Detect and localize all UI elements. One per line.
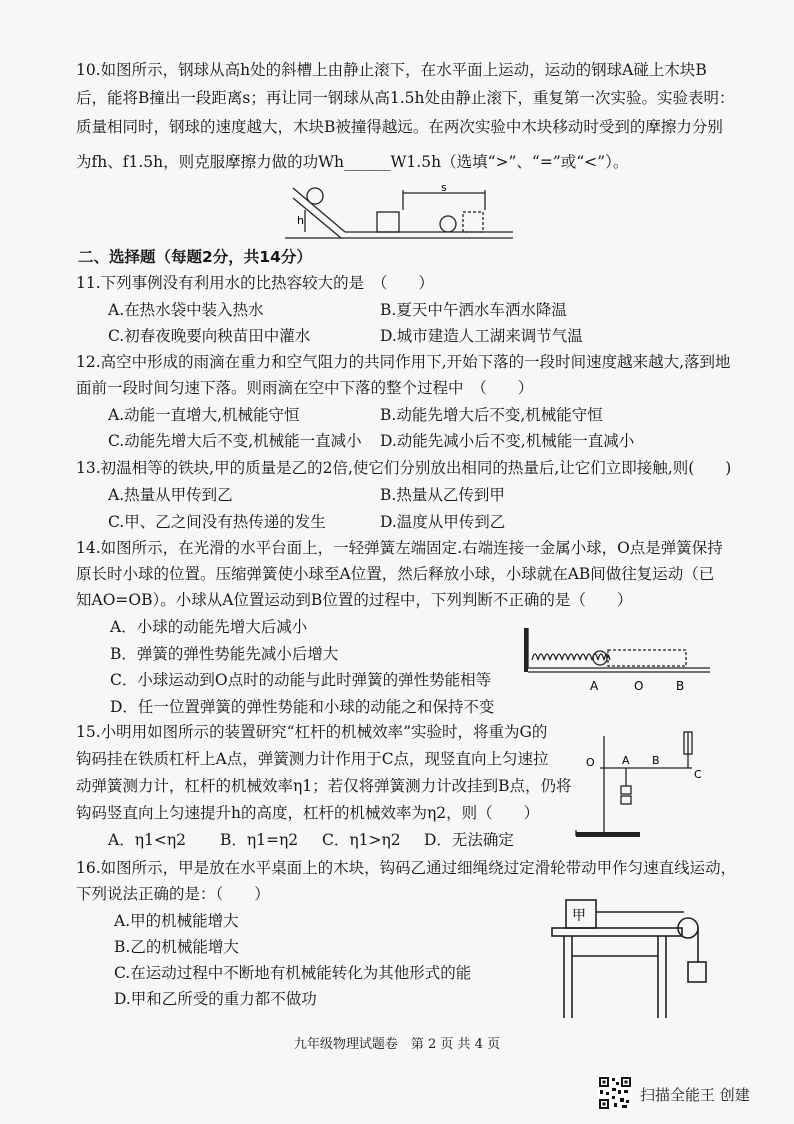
q13-stem: 13.初温相等的铁块,甲的质量是乙的2倍,使它们分别放出相同的热量后,让它们立即接触,则( ) xyxy=(76,459,732,477)
q10-line-4: 为fh、f1.5h，则克服摩擦力做的功Wh______W1.5h（选填“>”、“=”或“<”）。 xyxy=(76,153,629,171)
q10-line-2: 后，能将B撞出一段距离s；再让同一钢球从高1.5h处由静止滚下，重复第一次实验。实验表明： xyxy=(76,89,735,107)
q10-figure-h-label: h xyxy=(297,214,304,227)
q16-option-a: A.甲的机械能增大 xyxy=(114,912,239,930)
q15-option-c: C．η1>η2 xyxy=(322,831,401,849)
q14-option-c: C．小球运动到O点时的动能与此时弹簧的弹性势能相等 xyxy=(110,671,492,689)
q15-line-3: 动弹簧测力计，杠杆的机械效率η1；若仅将弹簧测力计改挂到B点，仍将 xyxy=(76,777,572,795)
q13-option-c: C.甲、乙之间没有热传递的发生 xyxy=(108,513,326,531)
q15-figure-label-a: A xyxy=(622,754,630,767)
q11-option-b: B.夏天中午洒水车洒水降温 xyxy=(380,301,567,319)
q12-line-2: 面前一段时间匀速下落。则雨滴在空中下落的整个过程中 （ ） xyxy=(76,379,534,397)
q10-line-3: 质量相同时，钢球的速度越大，木块B被撞得越远。在两次实验中木块移动时受到的摩擦力分别 xyxy=(76,118,723,136)
q13-option-a: A.热量从甲传到乙 xyxy=(108,486,233,504)
q11-stem: 11.下列事例没有利用水的比热容较大的是 （ ） xyxy=(76,274,434,292)
q15-line-2: 钩码挂在铁质杠杆上A点，弹簧测力计作用于C点，现竖直向上匀速拉 xyxy=(76,750,549,768)
q14-figure-label-o: O xyxy=(634,679,644,693)
q14-figure-label-a: A xyxy=(590,679,599,693)
q16-figure-label-jia: 甲 xyxy=(572,908,586,924)
q14-spring-figure xyxy=(522,624,712,696)
q12-option-c: C.动能先增大后不变,机械能一直减小 xyxy=(108,432,362,450)
q13-option-b: B.热量从乙传到甲 xyxy=(380,486,505,504)
q16-table-pulley-figure xyxy=(548,894,718,1024)
q15-figure-label-o: O xyxy=(586,756,595,769)
scanner-watermark: 扫描全能王 创建 xyxy=(640,1086,750,1104)
q11-option-a: A.在热水袋中装入热水 xyxy=(108,301,264,319)
qr-code-icon xyxy=(598,1076,632,1110)
q16-line-1: 16.如图所示，甲是放在水平桌面上的木块，钩码乙通过细绳绕过定滑轮带动甲作匀速直线运动， xyxy=(76,859,737,877)
q15-figure-label-b: B xyxy=(652,754,660,767)
q14-option-d: D．任一位置弹簧的弹性势能和小球的动能之和保持不变 xyxy=(110,698,495,716)
q12-option-d: D.动能先减小后不变,机械能一直减小 xyxy=(380,432,635,450)
q12-option-b: B.动能先增大后不变,机械能守恒 xyxy=(380,406,603,424)
q16-option-c: C.在运动过程中不断地有机械能转化为其他形式的能 xyxy=(114,964,472,982)
q16-option-d: D.甲和乙所受的重力都不做功 xyxy=(114,990,317,1008)
q14-option-b: B．弹簧的弹性势能先减小后增大 xyxy=(110,645,339,663)
q11-option-d: D.城市建造人工湖来调节气温 xyxy=(380,327,583,345)
q10-ramp-figure xyxy=(285,180,515,240)
q13-option-d: D.温度从甲传到乙 xyxy=(380,513,506,531)
q14-figure-label-b: B xyxy=(676,679,685,693)
q15-lever-figure xyxy=(570,722,710,842)
section-2-title: 二、选择题（每题2分，共14分） xyxy=(78,248,312,266)
q14-option-a: A．小球的动能先增大后减小 xyxy=(110,618,308,636)
q12-line-1: 12.高空中形成的雨滴在重力和空气阻力的共同作用下,开始下落的一段时间速度越来越大,落到地 xyxy=(76,353,731,371)
q12-option-a: A.动能一直增大,机械能守恒 xyxy=(108,406,300,424)
q14-line-3: 知AO=OB）。小球从A位置运动到B位置的过程中，下列判断不正确的是（ ） xyxy=(76,591,633,609)
q16-option-b: B.乙的机械能增大 xyxy=(114,938,239,956)
q10-line-1: 10.如图所示，钢球从高h处的斜槽上由静止滚下，在水平面上运动，运动的钢球A碰上木块B xyxy=(76,61,707,79)
q15-option-a: A．η1<η2 xyxy=(108,831,186,849)
q10-figure-s-label: s xyxy=(441,181,447,194)
q15-figure-label-c: C xyxy=(694,768,702,781)
q16-line-2: 下列说法正确的是：（ ） xyxy=(76,885,270,903)
page-footer: 九年级物理试题卷 第 2 页 共 4 页 xyxy=(293,1037,501,1052)
q15-line-4: 钩码竖直向上匀速提升h的高度，杠杆的机械效率为η2，则（ ） xyxy=(76,804,540,822)
q15-option-d: D．无法确定 xyxy=(424,831,514,849)
q11-option-c: C.初春夜晚要向秧苗田中灌水 xyxy=(108,327,311,345)
q14-line-1: 14.如图所示，在光滑的水平台面上，一轻弹簧左端固定.右端连接一金属小球，O点是弹簧保持 xyxy=(76,539,723,557)
q15-line-1: 15.小明用如图所示的装置研究“杠杆的机械效率”实验时，将重为G的 xyxy=(76,723,548,741)
q14-line-2: 原长时小球的位置。压缩弹簧使小球至A位置，然后释放小球，小球就在AB间做往复运动（已 xyxy=(76,565,715,583)
q15-option-b: B．η1=η2 xyxy=(220,831,299,849)
